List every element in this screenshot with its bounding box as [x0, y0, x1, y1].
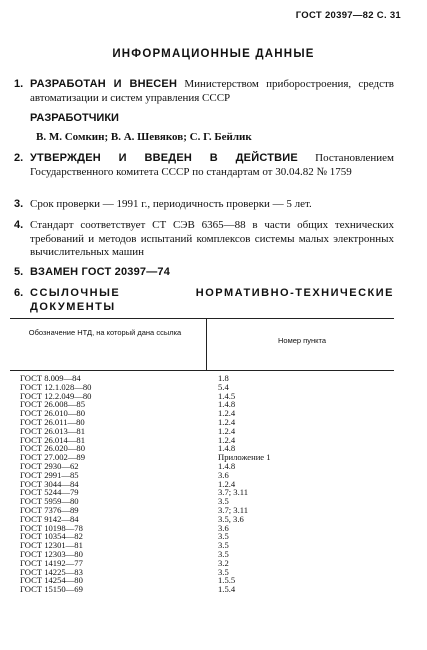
- clause-number: 1.4.8: [218, 460, 236, 471]
- document-designation: ГОСТ 26.013—81: [20, 425, 86, 436]
- clause-number: 5.4: [218, 381, 229, 392]
- document-designation: ГОСТ 2930—62: [20, 460, 79, 471]
- references-table: [10, 318, 394, 618]
- table-header-rule: [10, 370, 394, 371]
- document-designation: ГОСТ 8.009—84: [20, 373, 81, 383]
- table-column-divider: [206, 318, 207, 370]
- clause-number: Приложение 1: [218, 452, 271, 463]
- document-designation: ГОСТ 10354—82: [20, 531, 83, 542]
- table-row: [10, 585, 394, 594]
- section-number: 3.: [14, 198, 24, 210]
- section-4: [14, 219, 394, 260]
- document-designation: ГОСТ 14254—80: [20, 575, 83, 586]
- document-designation: ГОСТ 26.008—85: [20, 399, 86, 410]
- table-header-clause: Номер пункта: [277, 336, 326, 345]
- clause-number: 3.2: [218, 557, 229, 568]
- section-heading: РАЗРАБОТАН И ВНЕСЕН: [30, 78, 178, 90]
- document-designation: ГОСТ 9142—84: [20, 513, 79, 524]
- clause-number: 3.5: [218, 540, 229, 551]
- clause-number: 1.5.4: [218, 584, 236, 595]
- document-designation: ГОСТ 5244—79: [20, 487, 79, 498]
- section-5: [14, 266, 394, 280]
- table-body: [10, 374, 394, 594]
- section-1: [14, 78, 394, 105]
- document-designation: ГОСТ 15150—69: [20, 584, 83, 595]
- clause-number: 1.2.4: [218, 416, 236, 427]
- developers-names: В. М. Сомкин; В. А. Шевяков; С. Г. Бейлик: [36, 131, 252, 143]
- section-text: Стандарт соответствует СТ СЭВ 6365—88 в части общих технических требований и методов испытаний комплексов системы малых электронных вычислительных машин: [30, 219, 394, 258]
- clause-number: 3.5, 3.6: [218, 513, 244, 524]
- document-designation: ГОСТ 5959—80: [20, 496, 79, 507]
- running-header: ГОСТ 20397—82 С. 31: [295, 10, 401, 21]
- section-heading: УТВЕРЖДЕН И ВВЕДЕН В ДЕЙСТВИЕ: [30, 152, 298, 164]
- section-3: [14, 198, 394, 212]
- section-6: [14, 287, 394, 314]
- section-number: 5.: [14, 266, 24, 278]
- document-designation: ГОСТ 26.020—80: [20, 443, 86, 454]
- clause-number: 3.6: [218, 522, 229, 533]
- section-2: [14, 152, 394, 179]
- section-heading: ССЫЛОЧНЫЕ НОРМАТИВНО-ТЕХНИЧЕСКИЕ ДОКУМЕНТЫ: [30, 287, 394, 313]
- section-number: 1.: [14, 78, 24, 90]
- document-designation: ГОСТ 7376—89: [20, 504, 79, 515]
- clause-number: 3.5: [218, 566, 229, 577]
- page-title: ИНФОРМАЦИОННЫЕ ДАННЫЕ: [112, 48, 315, 60]
- document-designation: ГОСТ 27.002—89: [20, 452, 86, 463]
- clause-number: 3.5: [218, 548, 229, 559]
- clause-number: 1.8: [218, 373, 229, 383]
- clause-number: 1.2.4: [218, 425, 236, 436]
- clause-number: 3.5: [218, 531, 229, 542]
- clause-number: 1.2.4: [218, 434, 236, 445]
- clause-number: 1.5.5: [218, 575, 236, 586]
- document-designation: ГОСТ 3044—84: [20, 478, 79, 489]
- section-text: Постановлением Государственного комитета СССР по стандартам от 30.04.82 № 1759: [30, 152, 394, 178]
- section-text: Министерством приборостроения, средств автоматизации и систем управления СССР: [30, 78, 394, 104]
- section-number: 2.: [14, 152, 24, 164]
- clause-number: 3.5: [218, 496, 229, 507]
- section-heading: ВЗАМЕН ГОСТ 20397—74: [30, 266, 171, 278]
- document-designation: ГОСТ 12301—81: [20, 540, 83, 551]
- clause-number: 3.7; 3.11: [218, 504, 248, 515]
- document-designation: ГОСТ 14225—83: [20, 566, 83, 577]
- developers-heading: РАЗРАБОТЧИКИ: [30, 112, 119, 124]
- clause-number: 1.4.8: [218, 443, 236, 454]
- section-number: 4.: [14, 219, 24, 231]
- document-designation: ГОСТ 26.010—80: [20, 408, 86, 419]
- document-designation: ГОСТ 14192—77: [20, 557, 83, 568]
- document-designation: ГОСТ 26.014—81: [20, 434, 86, 445]
- clause-number: 1.2.4: [218, 408, 236, 419]
- document-designation: ГОСТ 26.011—80: [20, 416, 85, 427]
- section-number: 6.: [14, 287, 24, 299]
- clause-number: 1.4.8: [218, 399, 236, 410]
- document-designation: ГОСТ 12303—80: [20, 548, 83, 559]
- clause-number: 3.6: [218, 469, 229, 480]
- document-designation: ГОСТ 10198—78: [20, 522, 83, 533]
- section-text: Срок проверки — 1991 г., периодичность проверки — 5 лет.: [30, 198, 312, 210]
- document-designation: ГОСТ 12.2.049—80: [20, 390, 92, 401]
- document-designation: ГОСТ 12.1.028—80: [20, 381, 92, 392]
- clause-number: 1.2.4: [218, 478, 236, 489]
- table-header-document: Обозначение НТД, на который дана ссылка: [28, 328, 182, 337]
- clause-number: 3.7; 3.11: [218, 487, 248, 498]
- document-designation: ГОСТ 2991—85: [20, 469, 79, 480]
- table-top-rule: [10, 318, 394, 319]
- clause-number: 1.4.5: [218, 390, 236, 401]
